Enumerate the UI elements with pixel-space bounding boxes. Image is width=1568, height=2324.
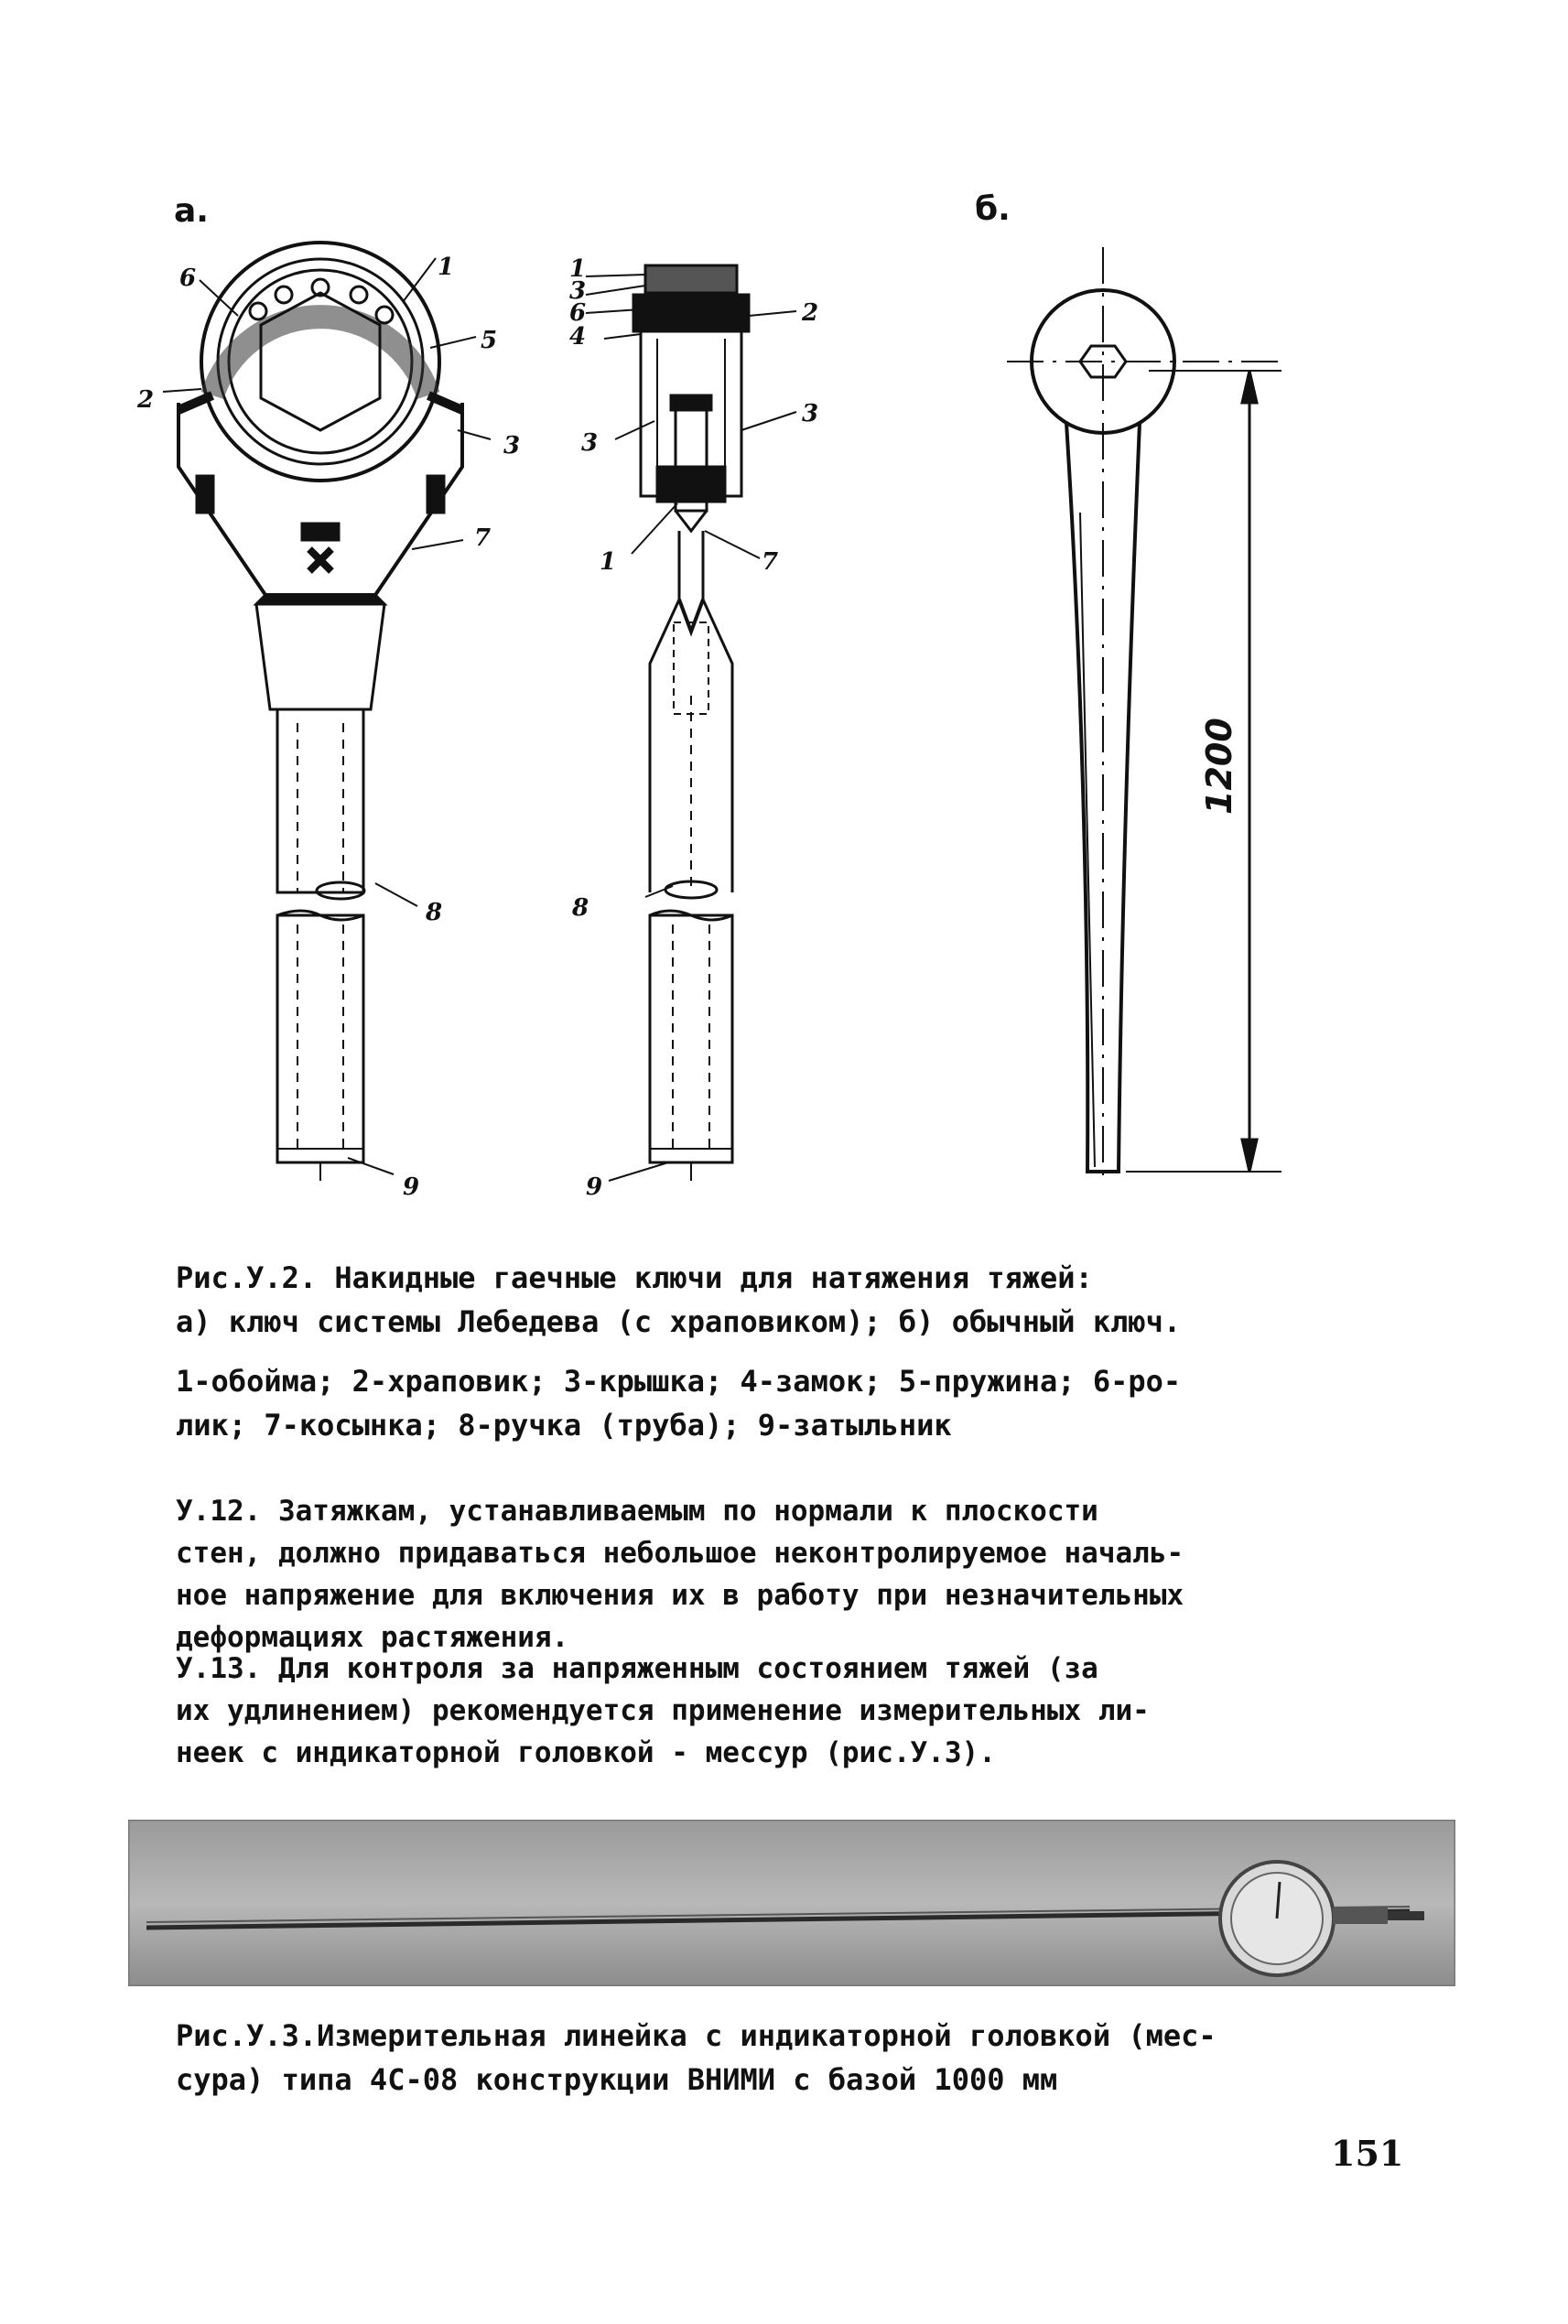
callout-label: 1	[569, 255, 587, 283]
callout-label: 3	[569, 277, 587, 305]
figure-u3-caption: Рис.У.3.Измерительная линейка с индикаторной головкой (мес- сура) типа 4С-08 конструкции ВНИМИ с базой 1000 мм	[176, 2018, 1217, 2097]
callout-label: 7	[474, 524, 492, 552]
front-view-callouts	[136, 254, 520, 1201]
callout-label: 8	[426, 899, 443, 926]
callout-label: 9	[403, 1173, 420, 1201]
figure-u2-legend: 1-обойма; 2-храповик; 3-крышка; 4-замок; 5-пружина; 6-ро- лик; 7-косынка; 8-ручка (труба); 9-затыльник	[176, 1364, 1182, 1443]
paragraph-u13: У.13. Для контроля за напряженным состоянием тяжей (за их удлинением) рекомендуется применение измерительных ли- неек с индикаторной головкой - мессур (рис.У.3).	[176, 1652, 1150, 1769]
ratchet-wrench-side-view	[586, 265, 796, 1181]
messur-ruler-photo	[128, 1820, 1455, 1986]
callout-label: 6	[179, 265, 197, 292]
panel-a-label: а.	[174, 192, 209, 230]
ordinary-wrench	[1007, 247, 1281, 1181]
callout-label: 3	[802, 400, 819, 427]
callout-label: 3	[581, 429, 599, 457]
callout-label: 2	[137, 386, 155, 414]
page-number: 151	[1331, 2133, 1404, 2174]
panel-b-label: б.	[975, 190, 1011, 228]
callout-label: 9	[586, 1173, 603, 1201]
callout-label: 7	[762, 548, 779, 576]
callout-label: 4	[569, 323, 587, 351]
paragraph-u12: У.12. Затяжкам, устанавливаемым по нормали к плоскости стен, должно придаваться небольшое неконтролируемое началь- ное напряжение для включения их в работу при незначительных деформациях растяжения.	[176, 1495, 1184, 1654]
callout-label: 2	[802, 299, 819, 327]
callout-label: 3	[503, 432, 521, 459]
callout-label: 6	[569, 299, 587, 327]
callout-label: 5	[481, 327, 498, 354]
callout-label: 8	[572, 894, 589, 922]
callout-label: 1	[600, 548, 617, 576]
dimension-label: 1200	[1199, 718, 1239, 815]
ratchet-wrench-front-view	[163, 243, 491, 1181]
callout-label: 1	[438, 254, 455, 281]
figure-u2-caption: Рис.У.2. Накидные гаечные ключи для натяжения тяжей: а) ключ системы Лебедева (с храповиком); б) обычный ключ.	[176, 1260, 1182, 1339]
